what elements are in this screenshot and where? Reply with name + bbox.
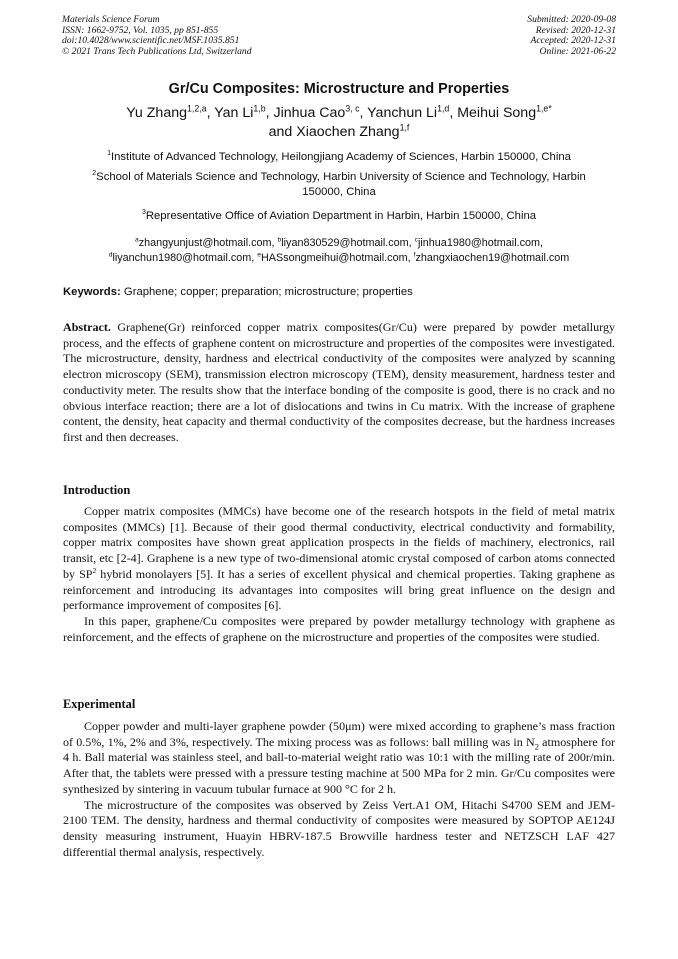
email: $^a$zhangyunjust@hotmail.com, (134, 236, 278, 249)
experimental-heading: Experimental (63, 697, 136, 711)
author-emails (40, 236, 638, 265)
journal-doi: doi:10.4028/www.scientific.net/MSF.1035.851 (62, 35, 240, 47)
email: $^d$liyanchun1980@hotmail.com, (108, 250, 258, 264)
experimental-paragraph-2: The microstructure of the composites was observed by Zeiss Vert.A1 OM, Hitachi S4700 SEM and JEM-2100 TEM. The density, hardness and thermal conductivity of composites were measured by SOPTOP AE124J density measuring instrument, Huayin HBRV-187.5 Browville hardness tester and NETZSCH LAF 427 differential thermal analysis, respectively. (63, 797, 615, 859)
abstract-label: Abstract. (63, 320, 111, 334)
email: $^f$zhangxiaochen19@hotmail.com (413, 250, 570, 264)
journal-issn: ISSN: 1662-9752, Vol. 1035, pp 851-855 (62, 24, 219, 36)
email: $^b$liyan830529@hotmail.com, (277, 236, 415, 249)
author-list (40, 104, 638, 141)
abstract-text: Graphene(Gr) reinforced copper matrix composites(Gr/Cu) were prepared by powder metallurgy process, and the effects of graphene content on microstructure and properties of the composites were investigated. The microstructure, density, hardness and electrical conductivity of the composites were analyzed by scanning electron microscopy (SEM), transmission electron microscopy (TEM), density measurement, hardness tester and conductivity meter. The results show that the interface bonding of the composite is good, there is no crack and no obvious interface reaction; there are a lot of dislocations and twins in Cu matrix. With the increase of graphene content, the density, heat capacity and thermal conductivity of the composites decrease, but the hardness increases first and then decreases. (63, 320, 615, 444)
affiliation-1: $^1$Institute of Advanced Technology, Heilongjiang Academy of Sciences, Harbin 150000, China (107, 150, 571, 163)
affiliation-3: $^3$Representative Office of Aviation Department in Harbin, Harbin 150000, China (141, 209, 537, 222)
introduction-paragraph-1: Copper matrix composites (MMCs) have become one of the research hotspots in the field of metal matrix composites (MMCs) [1]. Because of their good thermal conductivity, electrical conductivity and formability, copper matrix composites have shown great application prospects in the fields of machinery, electronics, rail transit, etc [2-4]. Graphene is a new type of two-dimensional atomic crystal composed of carbon atoms connected by $SP^2$ hybrid monolayers [5]. It has a series of excellent physical and chemical properties. Taking graphene as reinforcement and introducing its advantages into composites will bring great influence on the design and performance improvement of composites [6]. (63, 504, 615, 613)
email: $^c$jinhua1980@hotmail.com, (414, 236, 543, 249)
author: Yu Zhang$^{1,2,a}$, (126, 103, 215, 121)
author: Meihui Song$^{1,e*}$ (457, 103, 552, 121)
experimental-body (63, 719, 615, 860)
journal-name: Materials Science Forum (62, 14, 160, 25)
online-date: Online: 2021-06-22 (539, 45, 616, 57)
experimental-paragraph-1: Copper powder and multi-layer graphene powder (50μm) were mixed according to graphene’s mass fraction of 0.5%, 1%, 2% and 3%, respectively. The mixing process was as follows: ball milling was in $N_2$ atmosphere for 4 h. Ball material was stainless steel, and ball-to-material weight ratio was 10:1 with the milling rate of 200r/min. After that, the tablets were pressed with a pressure testing machine at 500 MPa for 2 min. Gr/Cu composites were synthesized by sintering in vacuum tubular furnace at 900 °C for 2 h. (63, 719, 615, 796)
accepted-date: Accepted: 2020-12-31 (530, 35, 616, 47)
author: Yanchun Li$^{1,d}$, (367, 103, 458, 121)
introduction-paragraph-2: In this paper, graphene/Cu composites were prepared by powder metallurgy technology with graphene as reinforcement, and the effects of graphene on the microstructure and properties of the composites were studied. (63, 613, 615, 644)
revised-date: Revised: 2020-12-31 (535, 24, 616, 36)
journal-copyright: © 2021 Trans Tech Publications Ltd, Switzerland (62, 45, 252, 57)
keywords-text: Graphene; copper; preparation; microstructure; properties (123, 286, 413, 298)
abstract (63, 320, 615, 446)
keywords (63, 286, 615, 298)
author: and Xiaochen Zhang$^{1,f}$ (268, 121, 410, 140)
author: Jinhua Cao$^{3, c}$, (273, 103, 368, 121)
author: Yan Li$^{1,b}$, (214, 103, 274, 121)
journal-header-left (62, 15, 252, 57)
paper-title: Gr/Cu Composites: Microstructure and Properties (168, 81, 510, 97)
introduction-heading: Introduction (63, 483, 131, 497)
introduction-body (63, 504, 615, 645)
submitted-date: Submitted: 2020-09-08 (527, 14, 616, 25)
journal-header-right (527, 15, 616, 57)
keywords-label: Keywords: (63, 286, 121, 298)
affiliation-2: $^2$School of Materials Science and Technology, Harbin University of Science and Technology, Harbin 150000, China (92, 170, 586, 198)
email: $^e$HASsongmeihui@hotmail.com, (257, 250, 414, 264)
